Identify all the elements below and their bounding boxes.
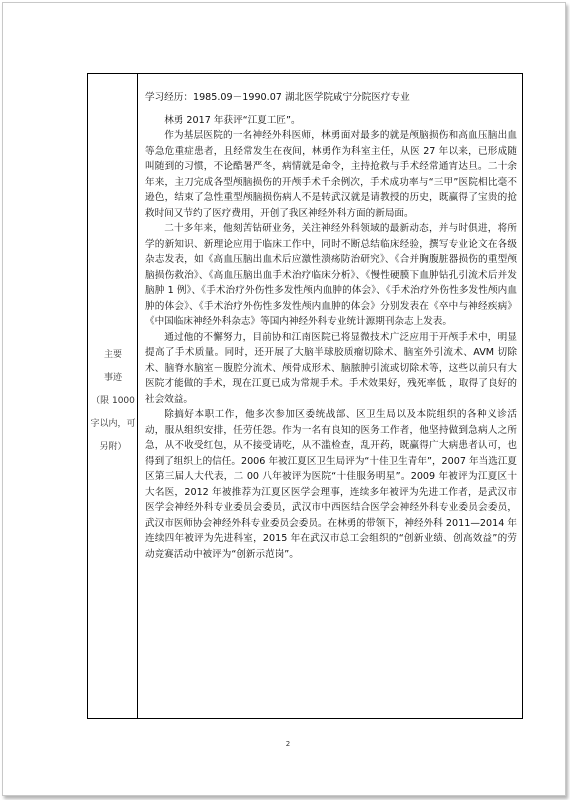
deeds-content	[145, 90, 517, 562]
paragraph: 林勇 2017 年获评“江夏工匠”。	[164, 114, 301, 126]
education-line: 学习经历：1985.09－1990.07 湖北医学院咸宁分院医疗专业	[145, 92, 410, 103]
label-line: 事迹	[103, 373, 122, 383]
main-deeds-label	[90, 344, 136, 459]
label-line: （限 1000	[91, 396, 135, 406]
label-line: 另附）	[99, 442, 127, 452]
paragraph: 除搞好本职工作，他多次参加区委统战部、区卫生局以及本院组织的各种义诊活动，服从组织安排，任劳任怨。作为一名有良知的医务工作者，他坚持做到急病人之所急，从不收受红包，从不接受请吃，从不滥检查，乱开药，既赢得广大病患者认可，也得到了组织上的信任。2006 年被江夏区卫生局评为“十佳卫生青年”，2007 年当选江夏区第三届人大代表，二 00 八年被评为医院“十佳服务明星”。2009 年被评为江夏区十大名医，2012 年被推荐为江夏区医学会理事，连续多年被评为先进工作者，是武汉市医学会神经外科专业委员会委员，武汉市中西医结合医学会神经外科专业委员会委员，武汉市医师协会神经外科专业委员会委员。在林勇的带领下，神经外科 2011—2014 年连续四年被评为先进科室，2015 年在武汉市总工会组织的“创新业绩、创高效益”的劳动竞赛活动中被评为“创新示范岗”。	[145, 409, 517, 560]
paragraph: 二十多年来，他刻苦钻研业务，关注神经外科领域的最新动态，并与时俱进，将所学的新知识、新理论应用于临床工作中，同时不断总结临床经验，撰写专业论文在各级杂志发表，如《高血压脑出血术后应激性溃疡防治研究》、《合并胸腹脏器损伤的重型颅脑损伤救治》、《高血压脑出血手术治疗临床分析》、《慢性硬膜下血肿钻孔引流术后并发脑肿 1 例》、《手术治疗外伤性多发性颅内血肿的体会》、《手术治疗外伤性多发性颅内血肿的体会》、《手术治疗外伤性多发性颅内血肿的体会》分别发表在《卒中与神经疾病》《中国临床神经外科杂志》等国内神经外科专业统计源期刊杂志上发表。	[145, 223, 517, 327]
label-line: 主要	[103, 350, 122, 360]
paragraph: 通过他的不懈努力，目前协和江南医院已将显微技术广泛应用于开颅手术中，明显提高了手术质量。同时，还开展了大脑半球胶质瘤切除术、脑室外引流术、AVM 切除术、脑脊水脑室－腹腔分流术、颅骨成形术、脑脓肿引流或切除术等，这些以前只有大医院才能做的手术，现在江夏已成为常规手术。手术效果好，残死率低 ，取得了良好的社会效益。	[145, 331, 517, 405]
label-line: 字以内，可	[90, 419, 136, 429]
label-column	[88, 74, 138, 718]
document-page	[2, 2, 566, 796]
page-number: 2	[285, 740, 291, 748]
paragraph: 作为基层医院的一名神经外科医师，林勇面对最多的就是颅脑损伤和高血压脑出血等急危重症患者，且经常发生在夜间，林勇作为科室主任，从医 27 年以来，已形成随叫随到的习惯，不论酷暑严冬，病情就是命令，主持抢救与手术经常通宵达旦。二十余年来，主刀完成各型颅脑损伤的开颅手术千余例次，手术成功率与“三甲”医院相比毫不逊色，结束了急性重型颅脑损伤病人不是转武汉就是请教授的历史，既赢得了宝贵的抢救时间又节约了医疗费用，开创了我区神经外科方面的新局面。	[145, 130, 517, 219]
form-table	[87, 73, 523, 719]
